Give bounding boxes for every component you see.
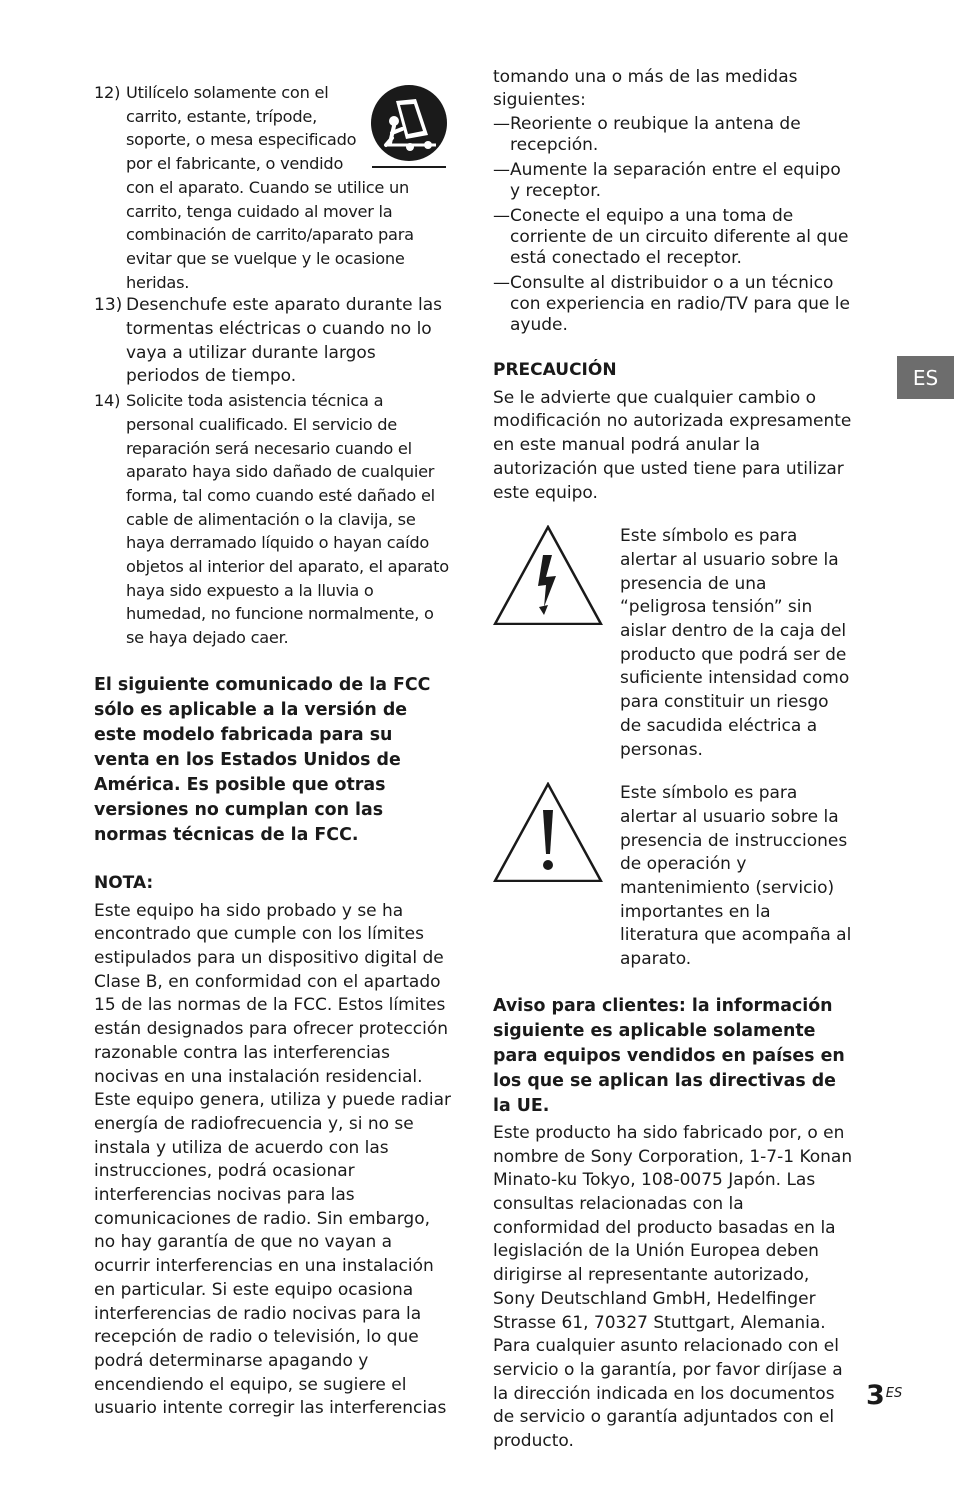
measure-item — [493, 206, 853, 269]
voltage-symbol-block — [493, 525, 853, 762]
left-column — [94, 81, 452, 1421]
fcc-notice: El siguiente comunicado de la FCC sólo es aplicable a la versión de este modelo fabricada para su venta en los Estados Unidos de América. Es posible que otras versiones no cumplan con las normas técnicas de la FCC. — [94, 674, 431, 845]
dash: — — [493, 114, 510, 134]
item-number: 12) — [94, 83, 121, 102]
measure-text: Conecte el equipo a una toma de corriente de un circuito diferente al que está conectado el receptor. — [510, 206, 849, 268]
safety-item-14 — [94, 389, 452, 650]
measure-item — [493, 114, 853, 156]
page-number — [866, 1380, 902, 1411]
item-number: 14) — [94, 391, 121, 411]
item-text: Desenchufe este aparato durante las tormentas eléctricas o cuando no lo vaya a utilizar durante largos periodos de tiempo. — [126, 295, 443, 387]
page-number-value: 3 — [866, 1380, 885, 1411]
measure-text: Consulte al distribuidor o a un técnico con experiencia en radio/TV para que le ayude. — [510, 273, 850, 335]
dash: — — [493, 273, 510, 293]
right-column — [493, 66, 853, 1454]
voltage-symbol-text: Este símbolo es para alertar al usuario sobre la presencia de una “peligrosa tensión” sin aislar dentro de la caja del producto que podrá ser de suficiente intensidad como para constituir un riesgo de sacudida eléctrica a personas. — [620, 526, 850, 760]
measure-item — [493, 160, 853, 202]
item-text: Solicite toda asistencia técnica a personal cualificado. El servicio de reparación será necesario cuando el aparato haya sido dañado de cualquier forma, tal como cuando esté dañado el cable de alimentación o la clavija, se haya derramado líquido o hayan caído objetos al interior del aparato, el aparato haya sido expuesto a la lluvia o humedad, no funcione normalmente, o se haya dejado caer. — [126, 391, 449, 648]
electric-shock-warning-icon — [493, 525, 603, 625]
continuation-text: tomando una o más de las medidas siguientes: — [493, 67, 798, 110]
eu-text: Este producto ha sido fabricado por, o en nombre de Sony Corporation, 1-7-1 Konan Minato-ku Tokyo, 108-0075 Japón. Las consultas relacionadas con la conformidad del producto basadas en la legislación de la Unión Europea deben dirigirse al representante autorizado, Sony Deutschland GmbH, Hedelfinger Strasse 61, 70327 Stuttgart, Alemania. Para cualquier asunto relacionado con el servicio o la garantía, por favor diríjase a la dirección indicada en los documentos de servicio o garantía adjuntados con el producto. — [493, 1122, 853, 1452]
precaucion-text: Se le advierte que cualquier cambio o modificación no autorizada expresamente en este manual podrá anular la autorización que usted tiene para utilizar este equipo. — [493, 387, 852, 503]
safety-item-13 — [94, 294, 452, 389]
language-tab: ES — [897, 356, 954, 399]
attention-warning-icon — [493, 782, 603, 882]
measure-text: Aumente la separación entre el equipo y receptor. — [510, 160, 841, 201]
attention-symbol-text: Este símbolo es para alertar al usuario sobre la presencia de instrucciones de operación y mantenimiento (servicio) importantes en la literatura que acompaña al aparato. — [620, 783, 852, 970]
dash: — — [493, 160, 510, 180]
page-number-suffix: ES — [885, 1386, 903, 1401]
cart-warning-icon — [366, 83, 452, 169]
nota-text: Este equipo ha sido probado y se ha encontrado que cumple con los límites estipulados para un dispositivo digital de Clase B, en conformidad con el apartado 15 de las normas de la FCC. Estos límites están designados para ofrecer protección razonable contra las interferencias nocivas en una instalación residencial. Este equipo genera, utiliza y puede radiar energía de radiofrecuencia y, si no se instala y utiliza de acuerdo con las instrucciones, podrá ocasionar interferencias nocivas para las comunicaciones de radio. Sin embargo, no hay garantía de que no vayan a ocurrir interferencias en una instalación en particular. Si este equipo ocasiona interferencias de radio nocivas para la recepción de radio o televisión, lo que podrá determinarse apagando y encendiendo el equipo, se sugiere el usuario intente corregir las interferencias — [94, 900, 451, 1419]
nota-heading: NOTA: — [94, 872, 154, 893]
eu-heading: Aviso para clientes: la información siguiente es aplicable solamente para equipos vendidos en países en los que se aplican las directivas de la UE. — [493, 995, 845, 1116]
attention-symbol-block — [493, 782, 853, 972]
item-text: Utilícelo solamente con el carrito, estante, trípode, soporte, o mesa especificado por el fabricante, o vendido con el aparato. Cuando se utilice un carrito, tenga cuidado al mover la combinación de carrito/aparato para evitar que se vuelque y le ocasione heridas. — [126, 83, 414, 292]
measure-item — [493, 273, 853, 336]
measures-list — [493, 114, 853, 336]
dash: — — [493, 206, 510, 226]
measure-text: Reoriente o reubique la antena de recepción. — [510, 114, 801, 155]
item-number: 13) — [94, 295, 123, 316]
precaucion-heading: PRECAUCIÓN — [493, 360, 617, 380]
safety-item-12 — [94, 81, 452, 294]
